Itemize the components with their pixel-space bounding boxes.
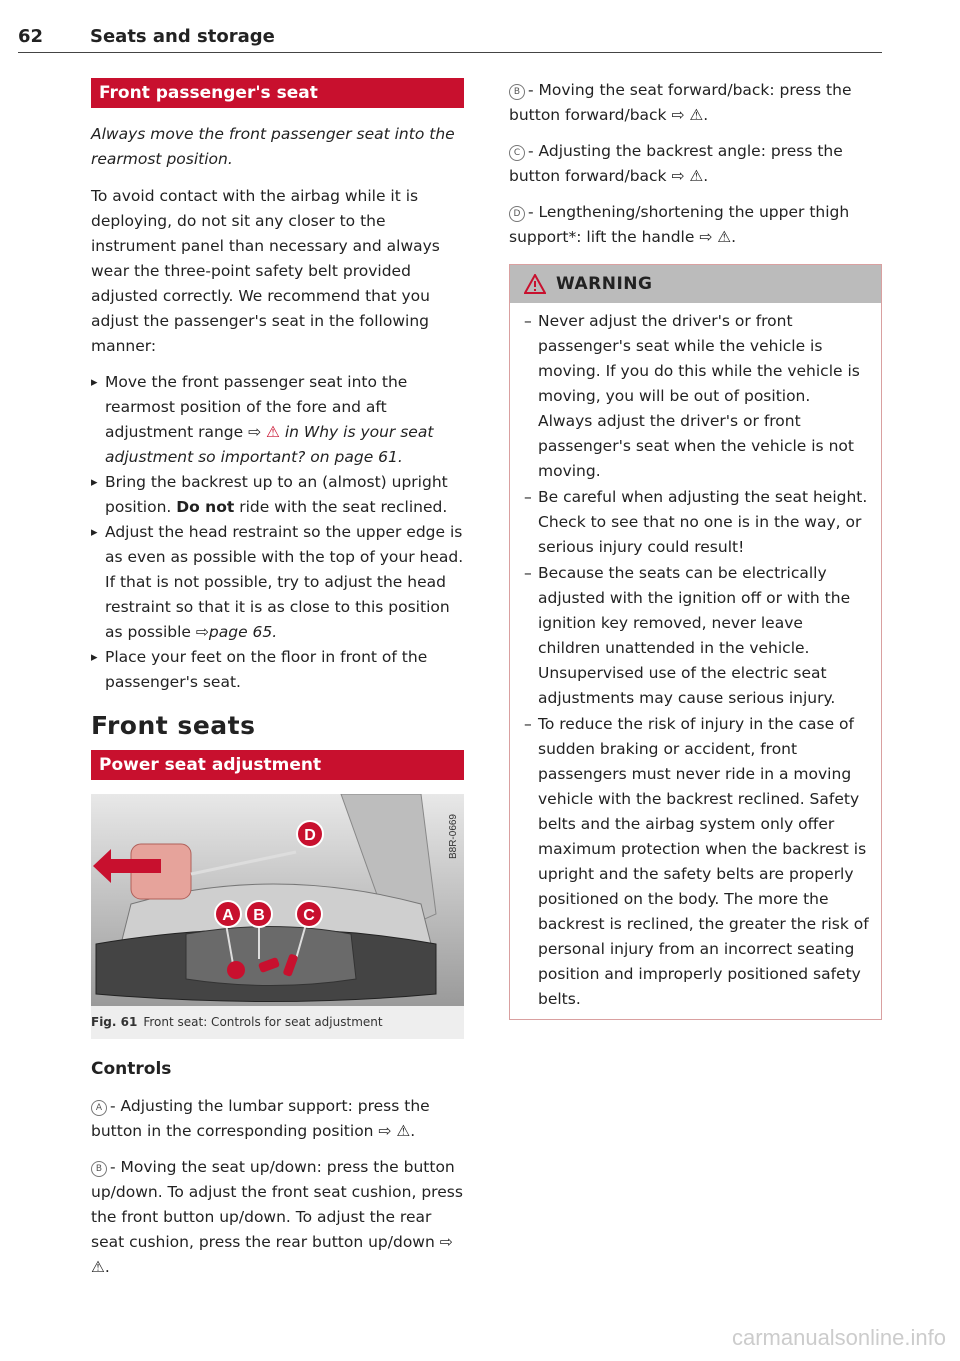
circled-b-icon: B bbox=[91, 1161, 107, 1177]
front-passenger-seat-heading: Front passenger's seat bbox=[91, 78, 464, 108]
svg-text:B: B bbox=[253, 907, 265, 924]
warning-item: – Be careful when adjusting the seat height. Check to see that no one is in the way, or serious injury could result! bbox=[524, 485, 869, 560]
cross-reference-link[interactable]: in Why is your seat adjustment so important? on page 61. bbox=[105, 423, 434, 466]
control-b-forward: B - Moving the seat forward/back: press the button forward/back ⇨ ⚠. bbox=[509, 81, 852, 124]
warning-icon: ⚠ bbox=[266, 423, 280, 441]
power-seat-adjustment-heading: Power seat adjustment bbox=[91, 750, 464, 780]
step-item: ▸ Adjust the head restraint so the upper edge is as even as possible with the top of your head. If that is not possible, try to adjust the head restraint so that it is as close to this position as possible ⇨page 65. bbox=[91, 520, 464, 645]
circled-c-icon: C bbox=[509, 145, 525, 161]
figure-caption: Fig. 61 Front seat: Controls for seat adjustment bbox=[91, 1015, 383, 1029]
front-seats-heading: Front seats bbox=[91, 711, 256, 740]
seat-illustration bbox=[91, 794, 464, 1006]
warning-triangle-icon bbox=[524, 274, 546, 294]
step-item: ▸ Bring the backrest up to an (almost) upright position. Do not ride with the seat reclined. bbox=[91, 470, 464, 520]
left-column bbox=[91, 78, 464, 1291]
intro-text: Always move the front passenger seat into the rearmost position. bbox=[91, 125, 455, 168]
warning-title: WARNING bbox=[556, 273, 653, 294]
svg-text:C: C bbox=[303, 907, 315, 924]
page-reference-link[interactable]: page 65. bbox=[208, 623, 278, 641]
control-b: B - Moving the seat up/down: press the button up/down. To adjust the front seat cushion, press the front button up/down. To adjust the rear seat cushion, press the rear button up/down ⇨ ⚠. bbox=[91, 1158, 463, 1276]
step-item: ▸ Place your feet on the floor in front of the passenger's seat. bbox=[91, 645, 464, 695]
paragraph: To avoid contact with the airbag while it is deploying, do not sit any closer to the instrument panel than necessary and always wear the three-point safety belt provided adjusted correctly. We recommend that you adjust the passenger's seat in the following manner: bbox=[91, 187, 440, 355]
circled-b-icon: B bbox=[509, 84, 525, 100]
label-a bbox=[215, 901, 241, 927]
svg-text:D: D bbox=[304, 827, 316, 844]
circled-a-icon: A bbox=[91, 1100, 107, 1116]
label-d bbox=[297, 821, 323, 847]
adjustment-steps bbox=[91, 370, 464, 695]
watermark: carmanualsonline.info bbox=[731, 1325, 946, 1350]
warning-box bbox=[509, 264, 882, 1020]
page-header bbox=[18, 22, 882, 53]
warning-list bbox=[510, 303, 881, 1019]
controls-heading: Controls bbox=[91, 1059, 172, 1079]
label-c bbox=[296, 901, 322, 927]
right-column bbox=[509, 78, 882, 1020]
page-number: 62 bbox=[18, 26, 44, 47]
section-title: Seats and storage bbox=[90, 26, 275, 47]
control-a: A - Adjusting the lumbar support: press the button in the corresponding position ⇨ ⚠. bbox=[91, 1097, 430, 1140]
control-d: D - Lengthening/shortening the upper thigh support*: lift the handle ⇨ ⚠. bbox=[509, 203, 850, 246]
figure-code: B8R-0669 bbox=[448, 814, 459, 860]
svg-text:A: A bbox=[222, 907, 234, 924]
warning-header bbox=[510, 265, 881, 303]
step-item: ▸ Move the front passenger seat into the rearmost position of the fore and aft adjustment range ⇨ ⚠ in Why is your seat adjustment so important? on page 61. bbox=[91, 370, 464, 470]
warning-item: – Because the seats can be electrically adjusted with the ignition off or with the ignition key removed, never leave children unattended in the vehicle. Unsupervised use of the electric seat adjustments may cause serious injury. bbox=[524, 561, 869, 711]
control-c: C - Adjusting the backrest angle: press the button forward/back ⇨ ⚠. bbox=[509, 142, 843, 185]
label-b bbox=[246, 901, 272, 927]
seat-controls-figure bbox=[91, 794, 464, 1039]
warning-item: – Never adjust the driver's or front passenger's seat while the vehicle is moving. If you do this while the vehicle is moving, you will be out of position. Always adjust the driver's or front passenger's seat when the vehicle is not moving. bbox=[524, 309, 869, 484]
circled-d-icon: D bbox=[509, 206, 525, 222]
warning-item: – To reduce the risk of injury in the case of sudden braking or accident, front passengers must never ride in a moving vehicle with the backrest reclined. Safety belts and the airbag system only offer maximum protection when the backrest is upright and the safety belts are properly positioned on the body. The more the backrest is reclined, the greater the risk of personal injury from an incorrect seating position and improperly positioned safety belts. bbox=[524, 712, 869, 1012]
